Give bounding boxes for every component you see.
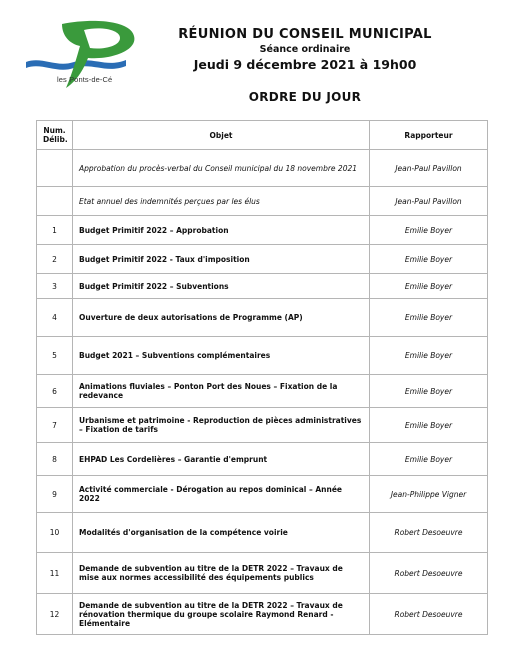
row-objet: Budget 2021 – Subventions complémentaires <box>73 337 370 375</box>
row-objet: Ouverture de deux autorisations de Programme (AP) <box>73 299 370 337</box>
row-num: 4 <box>37 299 73 337</box>
logo-text: les Ponts-de-Cé <box>57 75 113 84</box>
page-title: RÉUNION DU CONSEIL MUNICIPAL <box>178 27 432 42</box>
table-header-row <box>37 121 488 150</box>
row-objet: Etat annuel des indemnités perçues par les élus <box>73 187 370 216</box>
row-objet: Demande de subvention au titre de la DETR 2022 – Travaux de mise aux normes accessibilité des équipements publics <box>73 553 370 594</box>
row-objet: Budget Primitif 2022 – Approbation <box>73 216 370 245</box>
ponts-de-ce-logo-icon <box>22 16 150 102</box>
table-row <box>37 553 488 594</box>
row-num: 9 <box>37 476 73 513</box>
table-row <box>37 408 488 443</box>
row-objet: Modalités d'organisation de la compétence voirie <box>73 513 370 553</box>
row-objet: Approbation du procès-verbal du Conseil municipal du 18 novembre 2021 <box>73 150 370 187</box>
row-num: 12 <box>37 594 73 635</box>
row-objet: Demande de subvention au titre de la DETR 2022 – Travaux de rénovation thermique du groupe scolaire Raymond Renard - Elémentaire <box>73 594 370 635</box>
table-row <box>37 513 488 553</box>
row-objet: Urbanisme et patrimoine - Reproduction de pièces administratives – Fixation de tarifs <box>73 408 370 443</box>
row-objet: Budget Primitif 2022 - Taux d'imposition <box>73 245 370 274</box>
agenda-table <box>36 120 488 635</box>
row-objet: Budget Primitif 2022 – Subventions <box>73 274 370 299</box>
document-header <box>150 27 460 72</box>
row-num <box>37 187 73 216</box>
table-row <box>37 337 488 375</box>
row-rapporteur: Jean-Paul Pavillon <box>370 150 488 187</box>
row-rapporteur: Jean-Paul Pavillon <box>370 187 488 216</box>
row-objet: Animations fluviales – Ponton Port des Noues – Fixation de la redevance <box>73 375 370 408</box>
row-objet: EHPAD Les Cordelières – Garantie d'emprunt <box>73 443 370 476</box>
agenda-body <box>37 150 488 635</box>
table-row <box>37 443 488 476</box>
row-num: 3 <box>37 274 73 299</box>
row-num: 7 <box>37 408 73 443</box>
header-rapporteur: Rapporteur <box>370 121 488 150</box>
row-num: 1 <box>37 216 73 245</box>
table-row <box>37 375 488 408</box>
row-rapporteur: Emilie Boyer <box>370 408 488 443</box>
table-row <box>37 245 488 274</box>
table-row <box>37 299 488 337</box>
row-num <box>37 150 73 187</box>
section-title: ORDRE DU JOUR <box>248 90 362 104</box>
row-rapporteur: Robert Desoeuvre <box>370 553 488 594</box>
table-row <box>37 594 488 635</box>
session-type: Séance ordinaire <box>259 44 351 55</box>
table-row <box>37 216 488 245</box>
header-objet: Objet <box>73 121 370 150</box>
row-num: 2 <box>37 245 73 274</box>
row-objet: Activité commerciale - Dérogation au repos dominical – Année 2022 <box>73 476 370 513</box>
row-num: 11 <box>37 553 73 594</box>
row-rapporteur: Robert Desoeuvre <box>370 513 488 553</box>
row-rapporteur: Emilie Boyer <box>370 274 488 299</box>
row-rapporteur: Emilie Boyer <box>370 443 488 476</box>
row-rapporteur: Emilie Boyer <box>370 245 488 274</box>
table-row <box>37 150 488 187</box>
row-rapporteur: Emilie Boyer <box>370 299 488 337</box>
table-row <box>37 274 488 299</box>
row-rapporteur: Robert Desoeuvre <box>370 594 488 635</box>
header-num: Num. Délib. <box>37 121 73 150</box>
row-num: 10 <box>37 513 73 553</box>
row-rapporteur: Emilie Boyer <box>370 216 488 245</box>
table-row <box>37 476 488 513</box>
row-num: 6 <box>37 375 73 408</box>
table-row <box>37 187 488 216</box>
row-rapporteur: Emilie Boyer <box>370 337 488 375</box>
row-rapporteur: Jean-Philippe Vigner <box>370 476 488 513</box>
row-num: 5 <box>37 337 73 375</box>
row-num: 8 <box>37 443 73 476</box>
meeting-date: Jeudi 9 décembre 2021 à 19h00 <box>193 57 417 72</box>
row-rapporteur: Emilie Boyer <box>370 375 488 408</box>
